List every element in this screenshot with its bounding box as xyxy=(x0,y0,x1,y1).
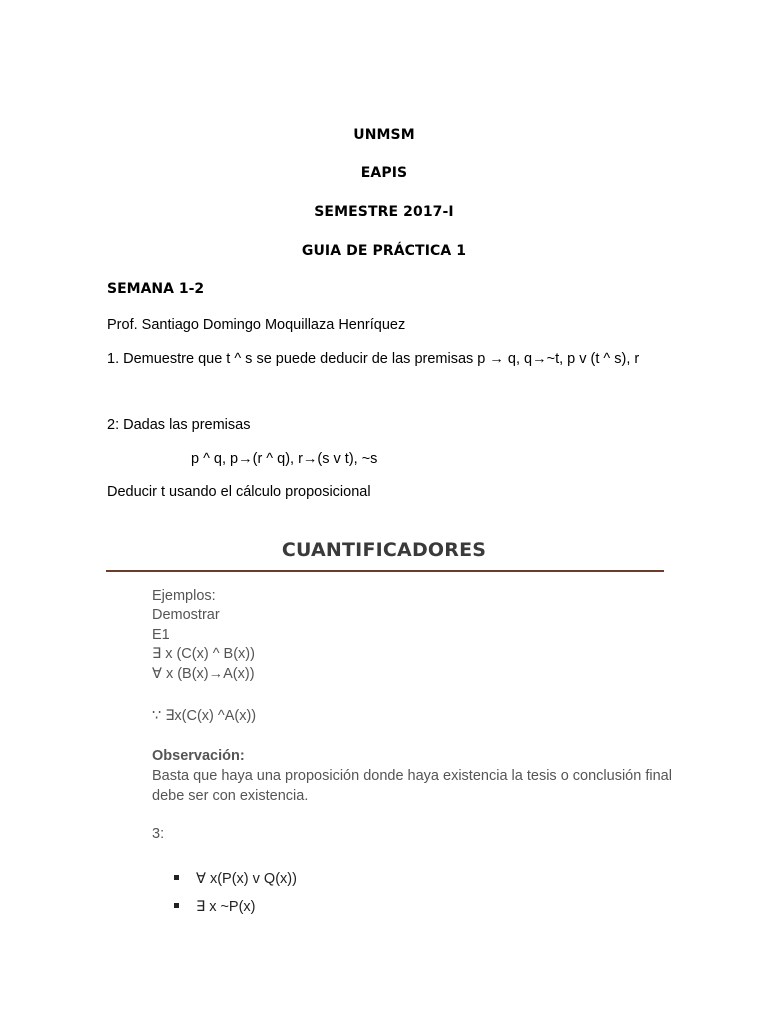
bullet-text: ∀ x(P(x) v Q(x)) xyxy=(196,871,297,887)
observation-text: Basta que haya una proposición donde haya existencia la tesis o conclusión final debe ser con existencia. xyxy=(152,768,672,804)
exercise-2-premises: p ^ q, p→(r ^ q), r→(s v t), ~s xyxy=(191,451,378,467)
observation-label: Observación: xyxy=(152,748,245,764)
exercise-2-task: Deducir t usando el cálculo proposicional xyxy=(107,484,371,500)
conclusion: ∵ ∃x(C(x) ^A(x)) xyxy=(152,708,257,724)
exercise-2-intro: 2: Dadas las premisas xyxy=(107,417,251,433)
semester: SEMESTRE 2017-I xyxy=(314,204,454,220)
example-id: E1 xyxy=(152,627,170,643)
examples-label: Ejemplos: xyxy=(152,588,216,604)
bullet-text: ∃ x ~P(x) xyxy=(196,899,256,915)
university-name: UNMSM xyxy=(353,127,415,143)
exercise-3-label: 3: xyxy=(152,826,165,842)
bullet-icon xyxy=(174,903,179,908)
school-name: EAPIS xyxy=(360,165,408,181)
professor-name: Prof. Santiago Domingo Moquillaza Henríquez xyxy=(107,317,406,333)
exercise-1: 1. Demuestre que t ^ s se puede deducir de las premisas p → q, q→~t, p v (t ^ s), r xyxy=(107,351,640,367)
premise-1: ∃ x (C(x) ^ B(x)) xyxy=(152,646,255,662)
section-divider xyxy=(106,570,664,572)
guide-title: GUIA DE PRÁCTICA 1 xyxy=(301,243,467,259)
week-label: SEMANA 1-2 xyxy=(107,281,205,297)
premise-2: ∀ x (B(x)→A(x)) xyxy=(152,666,255,682)
list-item xyxy=(174,899,256,915)
section-title: CUANTIFICADORES xyxy=(281,539,487,561)
list-item xyxy=(174,871,297,887)
prove-label: Demostrar xyxy=(152,607,220,623)
bullet-icon xyxy=(174,875,179,880)
